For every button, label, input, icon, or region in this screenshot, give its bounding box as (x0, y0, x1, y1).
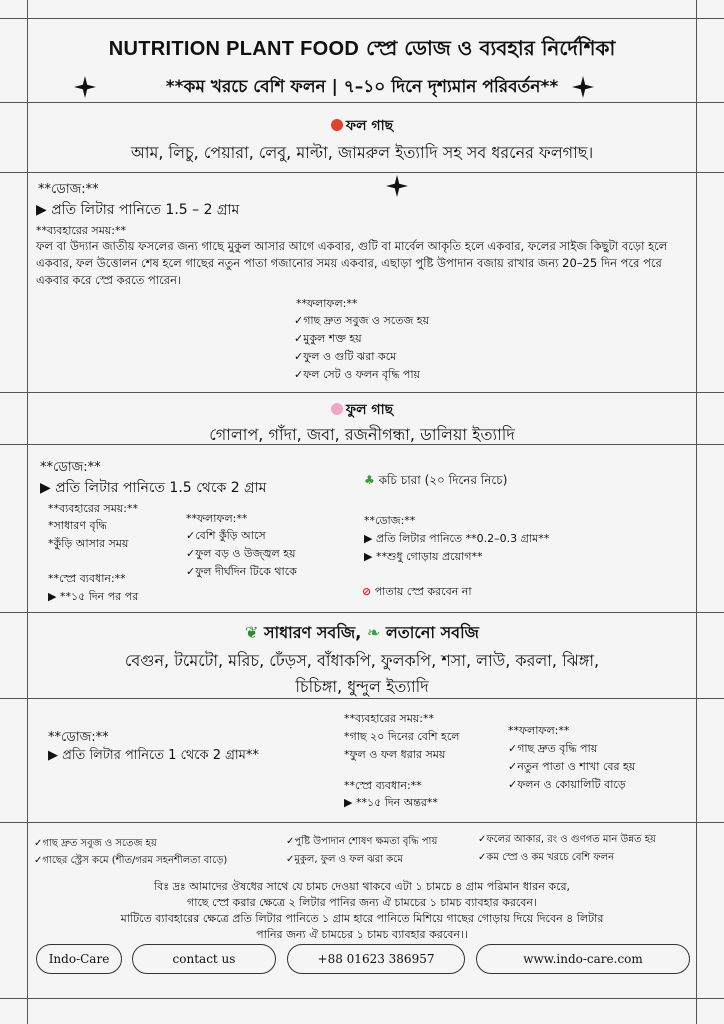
fruit-result-item: ✓ফল সেট ও ফলন বৃদ্ধি পায় (294, 368, 421, 381)
fruit-result-item: ✓গাছ দ্রুত সবুজ ও সতেজ হয় (294, 314, 430, 327)
veg-result-item: ✓নতুন পাতা ও শাখা বের হয় (508, 760, 636, 773)
veg-heading-general: সাধারণ সবজি, (263, 623, 362, 642)
cucumber-icon: ❧ (366, 623, 381, 642)
subtitle: **কম খরচে বেশি ফলন | ৭–১০ দিনে দৃশ্যমান পরিবর্তন** (165, 77, 559, 97)
veg-time-item: *গাছ ২০ দিনের বেশি হলে (344, 730, 460, 743)
fruit-dose-label: **ডোজ:** (38, 182, 99, 197)
veg-result-item: ✓গাছ দ্রুত বৃদ্ধি পায় (508, 742, 598, 755)
title-text: স্প্রে ডোজ ও ব্যবহার নির্দেশিকা (366, 36, 616, 60)
seedling-dose-value: ▶ প্রতি লিটার পানিতে **0.2–0.3 গ্রাম** (364, 532, 550, 545)
flower-result-item: ✓বেশি কুঁড়ি আসে (186, 529, 266, 542)
note-line: মাটিতে ব্যাবহারের ক্ষেত্রে প্রতি লিটার পানিতে ১ গ্রাম হারে পানিতে মিশিয়ে গাছের গোড়ায় দিয়ে দিবেন ৪ লিটার (120, 912, 604, 925)
flower-list: গোলাপ, গাঁদা, জবা, রজনীগন্ধা, ডালিয়া ইত্যাদি (209, 425, 515, 444)
veg-time-item: *ফুল ও ফল ধরার সময় (344, 748, 446, 761)
phone-number[interactable]: +88 01623 386957 (287, 944, 465, 974)
benefit-item: ✓গাছ দ্রুত সবুজ ও সতেজ হয় (34, 838, 157, 849)
flower-time-item: *সাধারণ বৃদ্ধি (48, 519, 107, 532)
benefit-item: ✓মুকুল, ফুল ও ফল ঝরা কমে (286, 854, 403, 865)
seedling-icon: ♣ (364, 473, 375, 487)
benefit-item: ✓পুষ্টি উপাদান শোষণ ক্ষমতা বৃদ্ধি পায় (286, 836, 438, 847)
flower-heading (0, 398, 724, 422)
divider (0, 392, 724, 393)
divider (0, 172, 724, 173)
sparkle-icon (386, 175, 408, 197)
seedling-warning (362, 583, 472, 602)
fruit-result-label: **ফলাফল:** (296, 297, 358, 310)
sparkle-icon (572, 76, 594, 98)
veg-list: চিচিঙ্গা, ধুন্দুল ইত্যাদি (295, 677, 429, 696)
fruit-time-label: **ব্যবহারের সময়:** (36, 224, 126, 237)
veg-dose-value: ▶ প্রতি লিটার পানিতে 1 থেকে 2 গ্রাম** (48, 748, 259, 763)
veg-list: বেগুন, টমেটো, মরিচ, ঢেঁড়স, বাঁধাকপি, ফুলকপি, শসা, লাউ, করলা, ঝিঙ্গা, (124, 651, 600, 670)
benefit-item: ✓কম স্প্রে ও কম খরচে বেশি ফলন (478, 852, 615, 863)
divider (0, 822, 724, 823)
flower-dose-label: **ডোজ:** (40, 460, 101, 475)
veg-spray-value: ▶ **১৫ দিন অন্তর** (344, 796, 438, 809)
mango-icon (331, 119, 343, 131)
flower-result-item: ✓ফুল দীর্ঘদিন টিকে থাকে (186, 565, 297, 578)
fruit-result-item: ✓ফুল ও গুটি ঝরা কমে (294, 350, 397, 363)
fruit-time-text: ফল বা উদ্যান জাতীয় ফসলের জন্য গাছে মুকুল আসার আগে একবার, গুটি বা মার্বেল আকৃতি হলে একবার, ফলের সাইজ কিছুটা বড়ো হলে একবার, ফল উত্তোলন শেষ হলে গাছের নতুন পাতা গজানোর সময় একবার, এছাড়া পুষ্টি উপাদান বজায় রাখার জন্য 20–25 দিন পরে পরে একবার করে স্প্রে করতে পারেন। (36, 239, 668, 287)
contact-us-button[interactable]: contact us (132, 944, 276, 974)
leafy-vegetable-icon: ❦ (245, 623, 259, 642)
seedling-root-only: ▶ **শুধু গোড়ায় প্রয়োগ** (364, 550, 483, 563)
flower-time-label: **ব্যবহারের সময়:** (48, 502, 138, 515)
veg-time-label: **ব্যবহারের সময়:** (344, 712, 434, 725)
no-entry-icon: ⊘ (362, 585, 372, 598)
seedling-dose-label: **ডোজ:** (364, 514, 416, 527)
benefit-item: ✓ফলের আকার, রং ও গুণগত মান উন্নত হয় (478, 834, 656, 845)
veg-spray-label: **স্প্রে ব্যবধান:** (344, 779, 422, 792)
flower-result-item: ✓ফুল বড় ও উজ্জ্বল হয় (186, 547, 296, 560)
benefit-item: ✓গাছের স্ট্রেস কমে (শীত/গরম সহনশীলতা বাড়ে) (34, 855, 228, 866)
divider (0, 102, 724, 103)
fruit-heading-text: ফল গাছ (345, 118, 394, 134)
fruit-result-item: ✓মুকুল শক্ত হয় (294, 332, 362, 345)
seedling-warning-text: পাতায় স্প্রে করবেন না (374, 585, 472, 598)
flower-spray-value: ▶ **১৫ দিন পর পর (48, 590, 139, 603)
veg-heading-climbing: লতানো সবজি (385, 623, 479, 642)
note-line: পানির জন্য ঐ চামচের ১ চামচ ব্যাবহার করবেন।। (256, 928, 468, 941)
divider (0, 998, 724, 999)
note-line: গাছে স্প্রে করার ক্ষেত্রে ২ লিটার পানির জন্য ঐ চামচের ১ চামচ ব্যাবহার করবেন। (187, 896, 537, 909)
flower-icon (331, 403, 343, 415)
veg-result-item: ✓ফলন ও কোয়ালিটি বাড়ে (508, 778, 626, 791)
divider (0, 18, 724, 19)
divider (0, 612, 724, 613)
fruit-heading (0, 114, 724, 138)
flower-spray-label: **স্প্রে ব্যবধান:** (48, 572, 126, 585)
flower-heading-text: ফুল গাছ (345, 402, 394, 418)
veg-heading (0, 620, 724, 647)
note-line: বিঃ দ্রঃ আমাদের ঔষধের সাথে যে চামচ দেওয়া থাকবে এটা ১ চামচে ৪ গ্রাম পরিমান ধারন করে, (153, 880, 570, 893)
website-link[interactable]: www.indo-care.com (476, 944, 690, 974)
veg-dose-label: **ডোজ:** (48, 730, 109, 745)
fruit-list: আম, লিচু, পেয়ারা, লেবু, মাল্টা, জামরুল ইত্যাদি সহ সব ধরনের ফলগাছ। (130, 143, 594, 162)
page-title (0, 34, 724, 67)
fruit-dose-value: ▶ প্রতি লিটার পানিতে 1.5 – 2 গ্রাম (36, 202, 240, 218)
flower-result-label: **ফলাফল:** (186, 512, 248, 525)
brand-pill: Indo-Care (36, 944, 122, 974)
flower-time-item: *কুঁড়ি আসার সময় (48, 537, 129, 550)
seedling-heading-text: কচি চারা (২০ দিনের নিচে) (378, 473, 508, 487)
seedling-heading (364, 472, 507, 492)
brand-name: NUTRITION PLANT FOOD (108, 38, 360, 60)
veg-result-label: **ফলাফল:** (508, 724, 570, 737)
flower-dose-value: ▶ প্রতি লিটার পানিতে 1.5 থেকে 2 গ্রাম (40, 480, 267, 496)
